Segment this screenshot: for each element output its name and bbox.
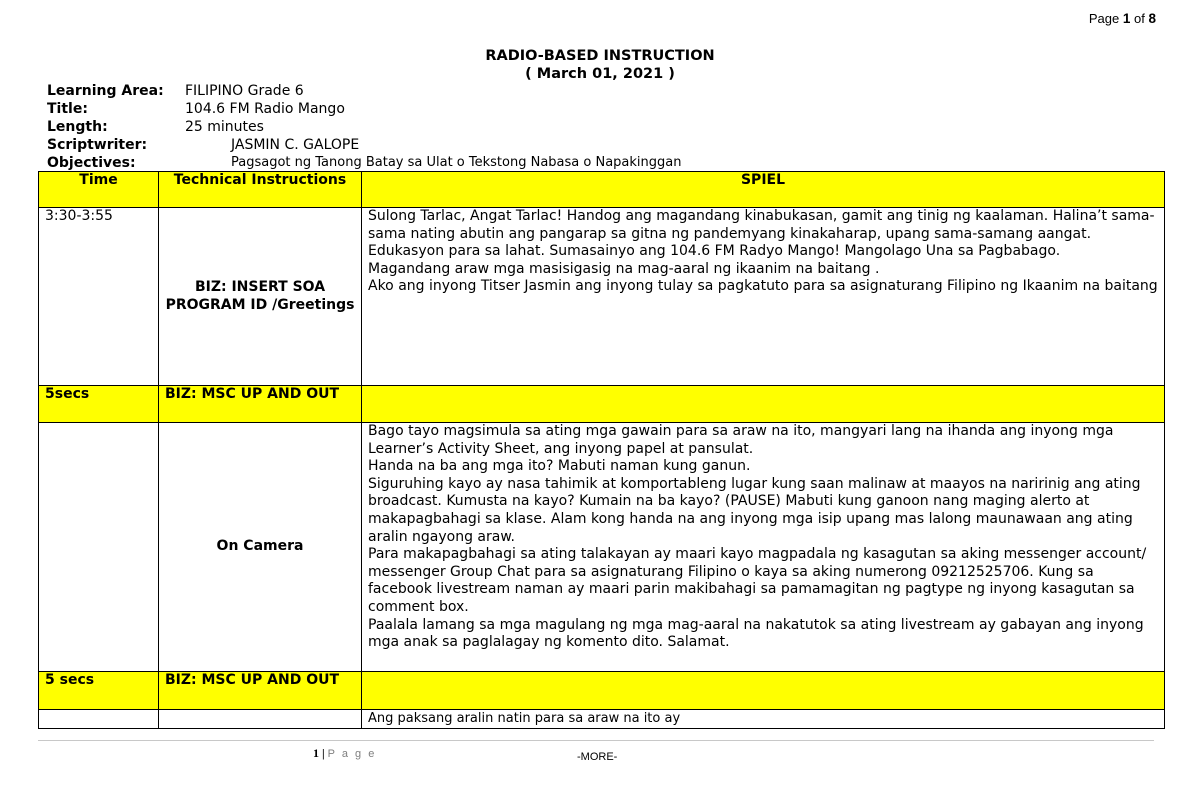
meta-objectives: Objectives: Pagsagot ng Tanong Batay sa Ulat o Tekstong Nabasa o Napakinggan [47,155,682,171]
page-of: of [1134,11,1145,26]
table-row [39,386,1165,423]
table-row [39,423,1165,672]
footer-page-number: 1 | P a g e [313,746,377,760]
cell-time [39,710,159,729]
cell-tech [159,710,362,729]
meta-learning-area: Learning Area: FILIPINO Grade 6 [47,83,304,99]
meta-scriptwriter: Scriptwriter: JASMIN C. GALOPE [47,137,360,153]
footer-more: -MORE- [577,751,618,763]
cell-spiel: Sulong Tarlac, Angat Tarlac! Handog ang magandang kinabukasan, gamit ang tinig ng kaalaman. Halina’t sama-sama nating abutin ang pangarap sa gitna ng pandemyang kinakaharap, upang sama-samang aangat. Edukasyon para sa lahat. Sumasainyo ang 104.6 FM Radyo Mango! Mangolago Una sa Pagbabago. Magandang araw mga masisigasig na mag-aaral ng ikaanim na baitang . Ako ang inyong Titser Jasmin ang inyong tulay sa pagkatuto para sa asignaturang Filipino ng Ikaanim na baitang [362,208,1165,386]
cell-time [39,423,159,672]
cell-spiel [362,386,1165,423]
page-prefix: Page [1088,11,1120,26]
cell-tech: On Camera [159,423,362,672]
meta-length: Length: 25 minutes [47,119,264,135]
page-current: 1 [1122,11,1131,26]
header-spiel: SPIEL [362,172,1165,208]
cell-spiel: Bago tayo magsimula sa ating mga gawain para sa araw na ito, mangyari lang na ihanda ang inyong mga Learner’s Activity Sheet, ang inyong papel at pansulat. Handa na ba ang mga ito? Mabuti naman kung ganun. Siguruhing kayo ay nasa tahimik at komportableng lugar kung saan malinaw at maayos na naririnig ang ating broadcast. Kumusta na kayo? Kumain na ba kayo? (PAUSE) Mabuti kung ganoon nang maging alerto at makapagbahagi sa klase. Alam kong handa na ang inyong mga isip upang mas lalong maunawaan ang ating aralin ngayong araw. Para makapagbahagi sa ating talakayan ay maari kayo magpadala ng kasagutan sa aking messenger account/ messenger Group Chat para sa asignaturang Filipino o kaya sa aking numerong 09212525706. Kung sa facebook livestream naman ay maari parin makibahagi sa pamamagitan ng pagtype ng inyong kasagutan sa comment box. Paalala lamang sa mga magulang ng mga mag-aaral na nakatutok sa ating livestream ay gabayan ang inyong mga anak sa paglalagay ng komento dito. Salamat. [362,423,1165,672]
page-indicator [1089,11,1156,26]
meta-block [47,82,681,172]
script-table [38,171,1165,729]
title-line-1: RADIO-BASED INSTRUCTION [485,48,715,64]
header-technical-instructions: Technical Instructions [159,172,362,208]
document-title [0,47,1200,83]
cell-time: 5 secs [39,672,159,710]
cell-time: 3:30-3:55 [39,208,159,386]
cell-tech: BIZ: MSC UP AND OUT [159,386,362,423]
title-line-2: ( March 01, 2021 ) [525,66,675,82]
cell-tech: BIZ: INSERT SOA PROGRAM ID /Greetings [159,208,362,386]
header-time: Time [39,172,159,208]
table-row [39,672,1165,710]
cell-tech: BIZ: MSC UP AND OUT [159,672,362,710]
cell-time: 5secs [39,386,159,423]
cell-spiel [362,672,1165,710]
table-header-row [39,172,1165,208]
meta-title: Title: 104.6 FM Radio Mango [47,101,345,117]
cell-spiel: Ang paksang aralin natin para sa araw na ito ay [362,710,1165,729]
footer-divider [38,740,1154,741]
table-row [39,710,1165,729]
table-row [39,208,1165,386]
page-total: 8 [1148,11,1156,26]
